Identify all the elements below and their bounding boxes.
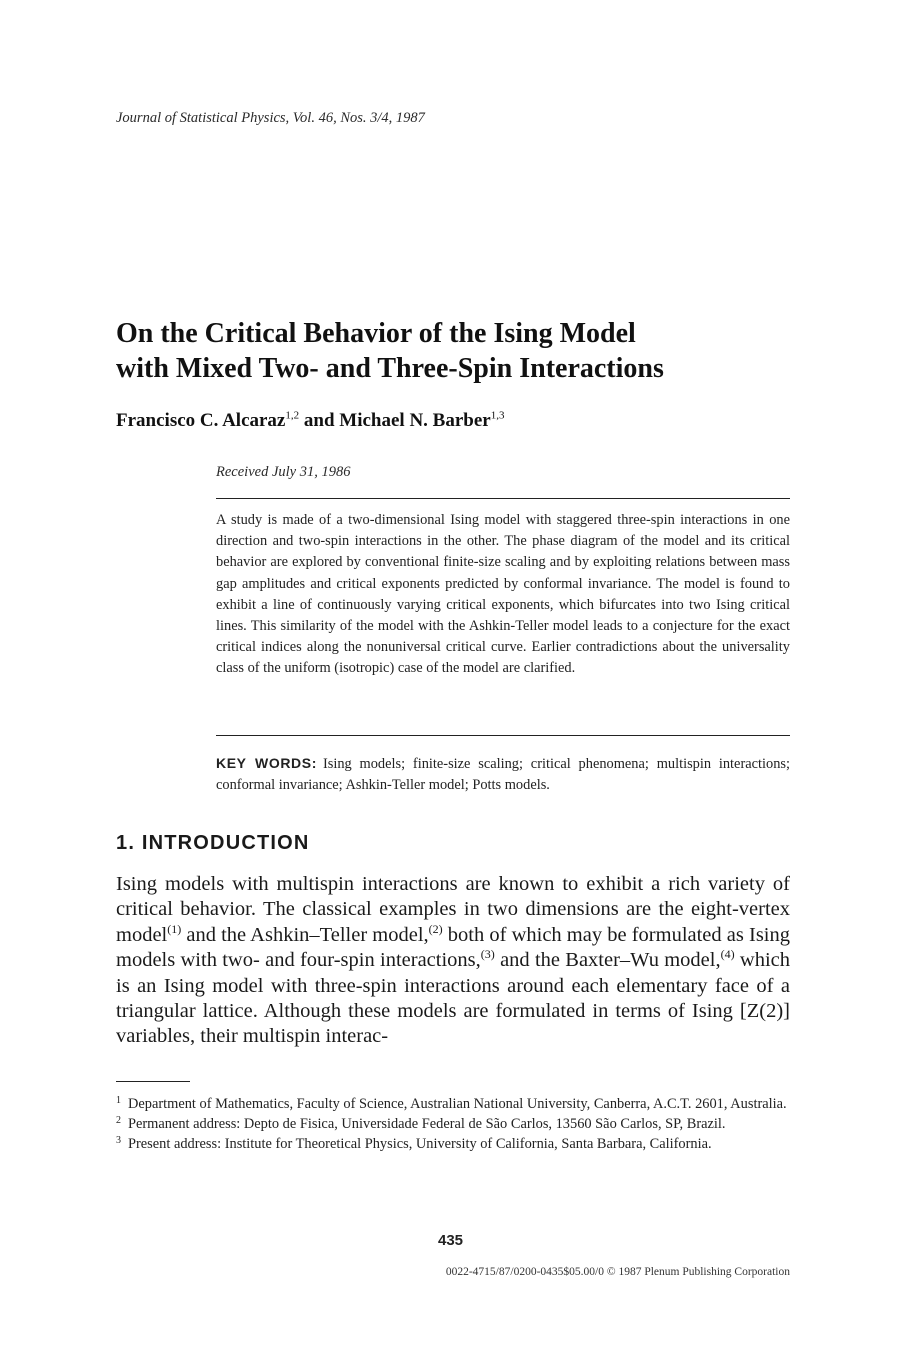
citation-3: (3) — [480, 947, 495, 962]
abstract: A study is made of a two-dimensional Ising model with staggered three-spin interactions in one direction and two-spin interactions in the other. The phase diagram of the model and its critical behavior are explored by conventional finite-size scaling and by exploiting relations between mass gap amplitudes and critical exponents predicted by conformal invariance. The model is found to exhibit a line of continuously varying critical exponents, which bifurcates into two Ising critical lines. This similarity of the model with the Ashkin-Teller model leads to a conjecture for the exact critical indices along the nonuniversal critical curve. Earlier contradictions about the universality class of the uniform (isotropic) case of the model are clarified. — [216, 512, 790, 677]
author-2-affiliation-marks: 1,3 — [490, 409, 505, 422]
footnote-rule — [116, 1081, 190, 1082]
intro-text-1: Ising models with multispin interactions are known to exhibit a rich variety of critical behavior. The classical examples in two dimensions are the eight-vertex model — [116, 873, 790, 946]
section-heading: 1. INTRODUCTION — [116, 832, 310, 854]
journal-citation: Journal of Statistical Physics, Vol. 46, Nos. 3/4, 1987 — [116, 110, 425, 126]
footnote-text: Department of Mathematics, Faculty of Science, Australian National University, Canberra, A.C.T. 2601, Australia. — [128, 1096, 787, 1112]
title-line-2: with Mixed Two- and Three-Spin Interactions — [116, 353, 664, 384]
citation-2: (2) — [428, 921, 443, 936]
footnote-text: Permanent address: Depto de Fisica, Universidade Federal de São Carlos, 13560 São Carlos, SP, Brazil. — [128, 1116, 726, 1132]
author-1-affiliation-marks: 1,2 — [285, 409, 300, 422]
key-words-text: Ising models; finite-size scaling; critical phenomena; multispin interactions; conformal invariance; Ashkin-Teller model; Potts models. — [216, 756, 790, 793]
footnotes — [116, 1094, 790, 1154]
received-date: Received July 31, 1986 — [216, 464, 351, 480]
abstract-top-rule — [216, 498, 790, 499]
footnote — [116, 1114, 790, 1134]
intro-text-4: and the Baxter–Wu model, — [494, 949, 721, 972]
citation-1: (1) — [167, 921, 182, 936]
key-words — [216, 753, 790, 796]
author-conjunction: and — [303, 410, 335, 431]
footnote-mark: 3 — [116, 1135, 121, 1146]
author-1: Francisco C. Alcaraz — [116, 410, 286, 431]
title-line-1: On the Critical Behavior of the Ising Model — [116, 318, 636, 349]
copyright-line: 0022-4715/87/0200-0435$05.00/0 © 1987 Plenum Publishing Corporation — [445, 1266, 790, 1278]
intro-text-3: both of which may be formulated as Ising models with two- and four-spin interactions, — [116, 923, 790, 972]
author-list — [116, 410, 504, 432]
footnote — [116, 1094, 790, 1114]
footnote — [116, 1134, 790, 1154]
citation-4: (4) — [720, 947, 735, 962]
introduction-paragraph — [116, 872, 790, 1050]
abstract-bottom-rule — [216, 735, 790, 736]
key-words-label: KEY WORDS: — [216, 755, 317, 771]
intro-text-5: which is an Ising model with three-spin interactions around each elementary face of a triangular lattice. Although these models are formulated in terms of Ising [Z(2)] variables, their multispin interac- — [116, 949, 790, 1048]
intro-text-2: and the Ashkin–Teller model, — [181, 923, 429, 946]
author-2: Michael N. Barber — [339, 410, 491, 431]
article-title — [116, 316, 664, 386]
footnote-mark: 2 — [116, 1115, 121, 1126]
footnote-mark: 1 — [116, 1095, 121, 1106]
footnote-text: Present address: Institute for Theoretical Physics, University of California, Santa Barbara, California. — [128, 1136, 712, 1152]
page-number: 435 — [437, 1232, 464, 1249]
